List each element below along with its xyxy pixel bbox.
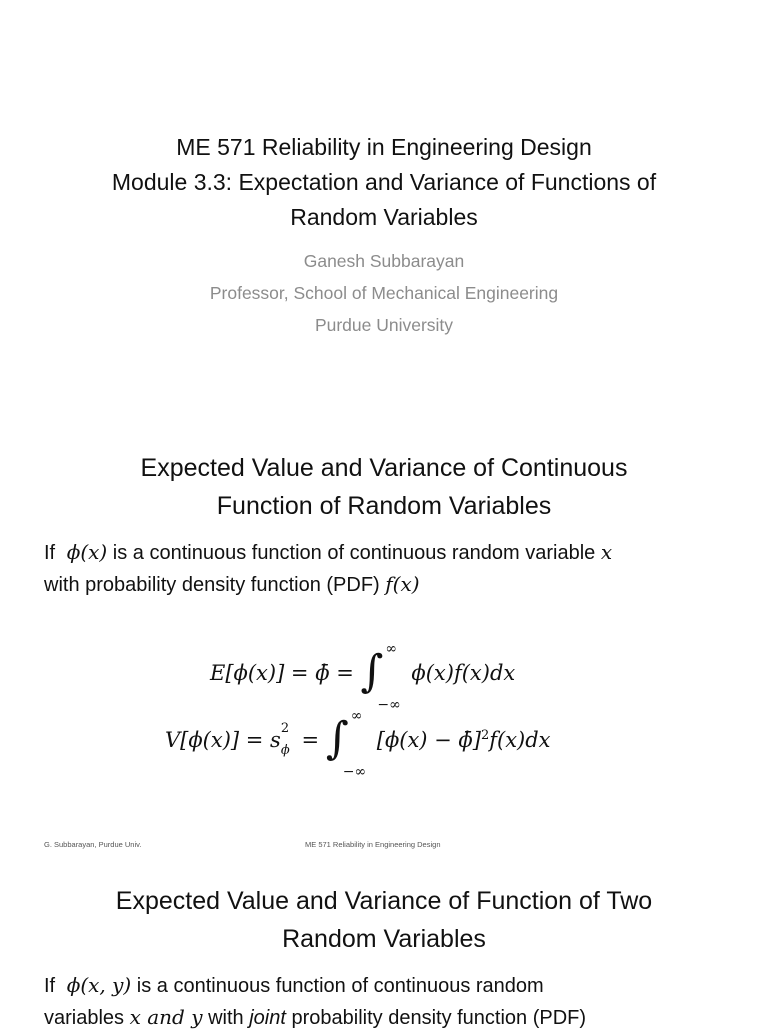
phi-x: ϕ(x) bbox=[66, 540, 108, 564]
slide3-intro-line-1: If ϕ(x, y) is a continuous function of continuous random bbox=[44, 973, 544, 997]
university-name: Purdue University bbox=[314, 315, 454, 335]
title-line-2: Module 3.3: Expectation and Variance of Functions of bbox=[111, 169, 657, 195]
title-line-3: Random Variables bbox=[290, 204, 478, 230]
var-x: x bbox=[600, 540, 613, 564]
equation-expected-value: E[ϕ(x)] = ϕ̄ = ∫ ∞ −∞ ϕ(x)f(x)dx bbox=[210, 640, 516, 713]
slide2-heading bbox=[0, 449, 768, 525]
author-position: Professor, School of Mechanical Engineering bbox=[209, 283, 559, 303]
slide3-heading bbox=[0, 882, 768, 958]
slide3-heading-line-2: Random Variables bbox=[282, 925, 486, 953]
slide3-intro bbox=[44, 970, 744, 1034]
f-x: f(x) bbox=[385, 572, 420, 596]
slide2-intro-line-2: with probability density function (PDF) f(x) bbox=[44, 572, 420, 596]
footer-left: G. Subbarayan, Purdue Univ. bbox=[44, 840, 142, 849]
equation-variance: V[ϕ(x)] = s 2 ϕ = ∫ ∞ −∞ [ϕ(x) − ϕ̄]$^2$f(x)dx bbox=[165, 707, 551, 780]
slide2-heading-line-2: Function of Random Variables bbox=[216, 492, 552, 520]
slide3-heading-line-1: Expected Value and Variance of Function of Two bbox=[115, 887, 653, 915]
slide2-heading-line-1: Expected Value and Variance of Continuous bbox=[140, 454, 628, 482]
slide1-subtitle bbox=[0, 245, 768, 341]
slide2-intro bbox=[44, 537, 744, 601]
footer-center: ME 571 Reliability in Engineering Design bbox=[305, 840, 441, 849]
integral-sign: ∫ bbox=[360, 646, 384, 697]
integral-sign-2: ∫ bbox=[325, 713, 349, 764]
slide1-title bbox=[0, 130, 768, 235]
phi-xy: ϕ(x, y) bbox=[66, 973, 132, 997]
title-line-1: ME 571 Reliability in Engineering Design bbox=[176, 134, 592, 160]
author-name: Ganesh Subbarayan bbox=[303, 251, 465, 271]
slide2-intro-line-1: If ϕ(x) is a continuous function of continuous random variable x bbox=[44, 540, 613, 564]
slide3-intro-line-2: variables x and y with joint probability density function (PDF) bbox=[44, 1005, 587, 1029]
